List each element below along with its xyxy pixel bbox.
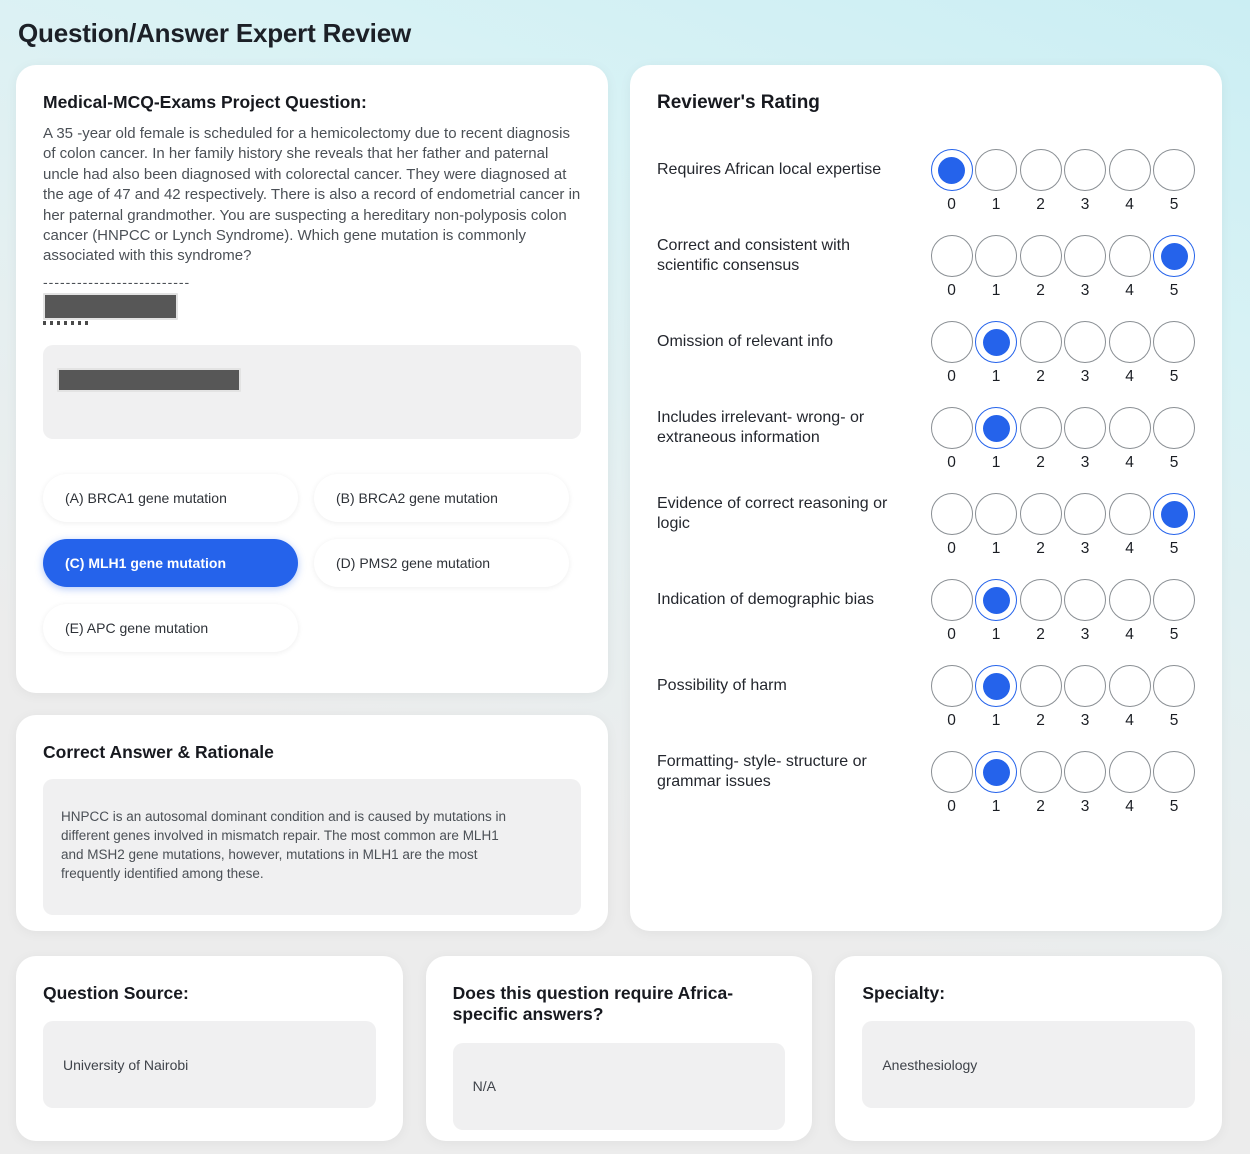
page-title: Question/Answer Expert Review — [18, 18, 411, 48]
rating-scale-number: 2 — [1036, 712, 1045, 729]
dashed-divider: -------------------------- — [43, 273, 191, 290]
question-meta-box — [43, 345, 581, 439]
rating-circle[interactable] — [975, 149, 1017, 191]
rating-circle[interactable] — [1109, 579, 1151, 621]
option-label: (C) MLH1 gene mutation — [65, 554, 226, 571]
rationale-card-heading: Correct Answer & Rationale — [43, 742, 274, 762]
rating-circle[interactable] — [975, 665, 1017, 707]
rating-circle[interactable] — [975, 493, 1017, 535]
rating-scale-number: 2 — [1036, 282, 1045, 299]
rating-cell — [1109, 665, 1151, 730]
rating-row — [657, 321, 1195, 387]
rating-cell — [1020, 235, 1062, 300]
rating-scale-number: 1 — [991, 712, 1001, 729]
rating-scale-number: 5 — [1169, 798, 1179, 815]
question-column — [16, 65, 608, 931]
rating-cell — [1153, 493, 1195, 558]
rating-scale-number: 0 — [947, 626, 956, 643]
rating-circle[interactable] — [931, 235, 973, 277]
rating-cell — [1020, 493, 1062, 558]
rating-cell — [1153, 235, 1195, 300]
rating-cell — [1064, 235, 1106, 300]
option-label: (A) BRCA1 gene mutation — [65, 489, 227, 506]
rating-cell — [1109, 579, 1151, 644]
option-pill[interactable] — [43, 604, 298, 652]
rating-circle[interactable] — [931, 321, 973, 363]
rating-cell — [975, 493, 1017, 558]
rating-scale-number: 3 — [1080, 626, 1090, 643]
rating-scale-number: 3 — [1080, 282, 1090, 299]
rating-cell — [975, 751, 1017, 816]
footer-cards — [16, 956, 1222, 1141]
rating-scale-number: 2 — [1036, 368, 1045, 385]
rating-scale-number: 5 — [1169, 712, 1179, 729]
rating-cell — [1109, 149, 1151, 214]
rating-scale — [931, 407, 1196, 472]
rating-row — [657, 149, 1195, 215]
rating-row — [657, 493, 1195, 559]
rating-scale-number: 5 — [1169, 196, 1179, 213]
rating-circle[interactable] — [975, 235, 1017, 277]
rating-cell — [1064, 407, 1106, 472]
option-pill[interactable] — [43, 539, 298, 587]
rating-circle[interactable] — [1064, 149, 1106, 191]
rating-cell — [931, 321, 973, 386]
rationale-box — [43, 779, 581, 915]
rating-scale — [931, 149, 1196, 214]
rating-circle[interactable] — [1109, 665, 1151, 707]
africa-specific-value: N/A — [453, 1043, 786, 1130]
rating-cell — [975, 149, 1017, 214]
rating-circle[interactable] — [1020, 149, 1062, 191]
rating-cell — [1064, 579, 1106, 644]
redacted-text-remnant — [43, 321, 91, 325]
rating-circle[interactable] — [1153, 751, 1195, 793]
rating-scale-number: 1 — [991, 540, 1001, 557]
rating-cell — [1153, 665, 1195, 730]
rating-cell — [1064, 321, 1106, 386]
rating-circle[interactable] — [931, 751, 973, 793]
rating-row-label: Evidence of correct reasoning or logic — [657, 494, 888, 532]
rating-scale-number: 0 — [947, 368, 956, 385]
rating-scale-number: 1 — [991, 626, 1001, 643]
rating-card-heading: Reviewer's Rating — [657, 92, 820, 113]
question-card-heading: Medical-MCQ-Exams Project Question: — [43, 92, 367, 112]
rating-circle[interactable] — [1020, 579, 1062, 621]
rating-circle[interactable] — [1064, 235, 1106, 277]
rating-circle[interactable] — [1153, 579, 1195, 621]
africa-specific-card — [426, 956, 813, 1141]
rating-row-label: Omission of relevant info — [657, 332, 834, 350]
option-pill[interactable] — [43, 474, 298, 522]
rating-scale-number: 4 — [1125, 540, 1134, 557]
rating-circle[interactable] — [1020, 235, 1062, 277]
rating-cell — [1109, 751, 1151, 816]
specialty-heading: Specialty: — [862, 983, 946, 1003]
rating-circle[interactable] — [1020, 407, 1062, 449]
rating-cell — [1020, 407, 1062, 472]
rating-circle[interactable] — [1153, 235, 1195, 277]
rating-row — [657, 751, 1195, 817]
rating-circle[interactable] — [1109, 235, 1151, 277]
rating-scale — [931, 751, 1196, 816]
rating-scale-number: 1 — [991, 368, 1001, 385]
options-grid — [43, 474, 581, 652]
question-text: A 35 -year old female is scheduled for a hemicolectomy due to recent diagnosis of colon cancer. In her family history she reveals that her father and paternal uncle had also been diagnosed with colorectal cancer. They were diagnosed at the age of 47 and 42 respectively. There is also a record of endometrial cancer in her paternal grandmother. You are suspecting a hereditary non-polyposis colon cancer (HNPCC or Lynch Syndrome). Which gene mutation is commonly associated with this syndrome? — [43, 125, 581, 265]
rating-circle[interactable] — [1109, 321, 1151, 363]
option-pill[interactable] — [314, 539, 569, 587]
rating-cell — [975, 321, 1017, 386]
rating-circle[interactable] — [1020, 493, 1062, 535]
rating-cell — [1020, 665, 1062, 730]
rating-scale — [931, 493, 1196, 558]
rating-scale-number: 3 — [1080, 540, 1090, 557]
rating-cell — [931, 579, 973, 644]
rating-scale-number: 0 — [947, 712, 956, 729]
rating-scale-number: 4 — [1125, 454, 1134, 471]
rating-row-label: Requires African local expertise — [657, 160, 882, 178]
option-label: (B) BRCA2 gene mutation — [336, 489, 498, 506]
rating-circle[interactable] — [1064, 407, 1106, 449]
rating-scale-number: 0 — [947, 540, 956, 557]
rating-cell — [1064, 149, 1106, 214]
rating-cell — [1153, 579, 1195, 644]
rating-scale-number: 3 — [1080, 798, 1090, 815]
rating-row-label: Includes irrelevant- wrong- or extraneous information — [657, 408, 865, 446]
rating-cell — [931, 665, 973, 730]
rating-circle[interactable] — [1020, 321, 1062, 363]
rating-cell — [975, 235, 1017, 300]
rating-row-label: Correct and consistent with scientific consensus — [657, 236, 850, 274]
redacted-block — [43, 293, 178, 320]
rating-row — [657, 579, 1195, 645]
rating-scale-number: 1 — [991, 196, 1001, 213]
rating-cell — [1020, 321, 1062, 386]
rating-cell — [1109, 407, 1151, 472]
rating-scale — [931, 235, 1196, 300]
rating-scale-number: 3 — [1080, 368, 1090, 385]
rating-cell — [1064, 493, 1106, 558]
specialty-value: Anesthesiology — [862, 1021, 1195, 1108]
rating-circle[interactable] — [1064, 751, 1106, 793]
rating-scale-number: 5 — [1169, 454, 1179, 471]
rating-circle[interactable] — [1109, 751, 1151, 793]
rating-row — [657, 665, 1195, 731]
rating-circle[interactable] — [1064, 321, 1106, 363]
rating-scale-number: 4 — [1125, 798, 1134, 815]
rating-scale-number: 5 — [1169, 540, 1179, 557]
rating-circle[interactable] — [1020, 665, 1062, 707]
rating-cell — [975, 665, 1017, 730]
rating-circle[interactable] — [1109, 407, 1151, 449]
rating-cell — [931, 149, 973, 214]
rating-scale-number: 1 — [991, 454, 1001, 471]
rating-card — [630, 65, 1222, 931]
rationale-card — [16, 715, 608, 931]
rating-cell — [975, 579, 1017, 644]
rating-cell — [1020, 149, 1062, 214]
rating-scale-number: 1 — [991, 798, 1001, 815]
rating-scale-number: 2 — [1036, 196, 1045, 213]
rating-circle[interactable] — [1153, 665, 1195, 707]
option-label: (E) APC gene mutation — [65, 619, 209, 636]
rating-cell — [1064, 751, 1106, 816]
rating-circle[interactable] — [975, 751, 1017, 793]
rating-scale-number: 2 — [1036, 798, 1045, 815]
rating-scale-number: 0 — [947, 454, 956, 471]
rating-circle[interactable] — [1064, 665, 1106, 707]
rating-circle[interactable] — [1153, 149, 1195, 191]
rating-rows — [657, 149, 1195, 817]
rating-scale-number: 3 — [1080, 712, 1090, 729]
rating-cell — [1109, 493, 1151, 558]
rating-scale-number: 4 — [1125, 368, 1134, 385]
rating-circle[interactable] — [1153, 493, 1195, 535]
rating-scale-number: 0 — [947, 282, 956, 299]
rating-scale-number: 4 — [1125, 196, 1134, 213]
rating-circle[interactable] — [975, 579, 1017, 621]
rating-scale-number: 3 — [1080, 454, 1090, 471]
rating-column — [630, 65, 1222, 931]
specialty-card — [835, 956, 1222, 1141]
rating-row-label: Indication of demographic bias — [657, 590, 875, 608]
rating-circle[interactable] — [931, 407, 973, 449]
rating-cell — [1153, 321, 1195, 386]
rating-cell — [931, 235, 973, 300]
rationale-text: HNPCC is an autosomal dominant condition and is caused by mutations in different genes involved in mismatch repair. The most common are MLH1 and MSH2 gene mutations, however, mutations in MLH1 are the most frequently identified among these. — [61, 809, 506, 882]
rating-cell — [1109, 235, 1151, 300]
rating-circle[interactable] — [1109, 149, 1151, 191]
rating-scale-number: 0 — [947, 798, 956, 815]
rating-circle[interactable] — [975, 407, 1017, 449]
rating-circle[interactable] — [1109, 493, 1151, 535]
rating-row — [657, 407, 1195, 473]
rating-scale-number: 5 — [1169, 626, 1179, 643]
rating-circle[interactable] — [1020, 751, 1062, 793]
rating-cell — [1064, 665, 1106, 730]
rating-row-label: Possibility of harm — [657, 676, 787, 694]
rating-circle[interactable] — [931, 493, 973, 535]
question-source-heading: Question Source: — [43, 983, 189, 1003]
rating-row-label: Formatting- style- structure or grammar issues — [657, 752, 867, 790]
rating-scale-number: 4 — [1125, 626, 1134, 643]
rating-scale — [931, 321, 1196, 386]
rating-cell — [931, 407, 973, 472]
africa-specific-heading: Does this question require Africa-specific answers? — [452, 983, 734, 1025]
rating-cell — [1153, 149, 1195, 214]
rating-scale-number: 0 — [947, 196, 956, 213]
rating-circle[interactable] — [1064, 493, 1106, 535]
rating-scale-number: 1 — [991, 282, 1001, 299]
rating-scale-number: 4 — [1125, 282, 1134, 299]
rating-circle[interactable] — [931, 579, 973, 621]
main-area — [16, 65, 1222, 931]
rating-scale-number: 2 — [1036, 540, 1045, 557]
rating-cell — [931, 493, 973, 558]
rating-cell — [1020, 751, 1062, 816]
redacted-block — [57, 368, 241, 392]
question-source-card — [16, 956, 403, 1141]
rating-scale — [931, 665, 1196, 730]
rating-circle[interactable] — [931, 149, 973, 191]
question-card — [16, 65, 608, 693]
rating-circle[interactable] — [931, 665, 973, 707]
option-pill[interactable] — [314, 474, 569, 522]
rating-scale-number: 2 — [1036, 454, 1045, 471]
rating-scale — [931, 579, 1196, 644]
rating-scale-number: 3 — [1080, 196, 1090, 213]
rating-circle[interactable] — [1064, 579, 1106, 621]
rating-scale-number: 5 — [1169, 368, 1179, 385]
rating-cell — [1153, 751, 1195, 816]
rating-scale-number: 2 — [1036, 626, 1045, 643]
rating-cell — [1020, 579, 1062, 644]
rating-cell — [1109, 321, 1151, 386]
option-label: (D) PMS2 gene mutation — [336, 554, 491, 571]
rating-scale-number: 4 — [1125, 712, 1134, 729]
rating-row — [657, 235, 1195, 301]
rating-cell — [931, 751, 973, 816]
question-source-value: University of Nairobi — [43, 1021, 376, 1108]
rating-circle[interactable] — [1153, 321, 1195, 363]
rating-cell — [1153, 407, 1195, 472]
rating-circle[interactable] — [1153, 407, 1195, 449]
rating-circle[interactable] — [975, 321, 1017, 363]
rating-cell — [975, 407, 1017, 472]
rating-scale-number: 5 — [1169, 282, 1179, 299]
